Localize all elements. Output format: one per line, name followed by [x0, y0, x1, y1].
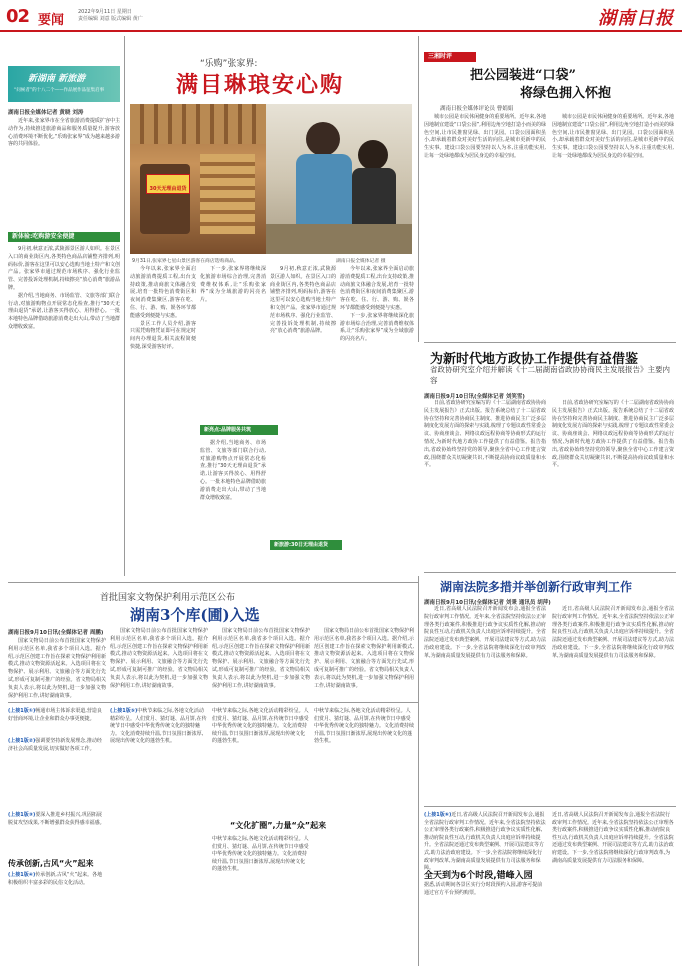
- brief-sports-label: (上接1版⑥): [424, 812, 452, 818]
- museum-headline-small: 首批国家文物保护利用示范区公布: [100, 593, 236, 603]
- court-body-text-2: 近日,省高级人民法院召开新闻发布会,通报全省法院行政审判工作情况。近年来,全省法院坚持依法公正审理各类行政案件,积极推进行政争议实质性化解,推动府院良性互动,行政机关负责人出庭应诉率持续提升。全省法院还通过发布典型案例、开展司法建议等方式,助力法治政府建设。下一步,全省法院将继续深化行政审判改革,为湖南高质量发展提供有力司法服务和保障。: [552, 606, 674, 659]
- left-banner-title: 新湖南 新旅游: [28, 74, 86, 84]
- feature-body-1: 9月初,秋意正浓,武陵源景区游人如织。在景区入口的商业街区内,各类特色商品店铺整齐排列,明码标价,游客在这里可以安心选购当地土特产和文创产品。张家界市通过规范市场秩序、强化行业监管、完善投诉处理机制,持续擦亮“放心消费”旅游品牌。: [8, 246, 120, 291]
- column-rule: [418, 36, 419, 342]
- park-byline: 湖南日报全媒体评论员 曹娟娟: [440, 106, 514, 112]
- feature-body-col3: [200, 266, 266, 422]
- brief-2: [8, 738, 106, 808]
- brief-1-label: (上接1版①): [8, 708, 36, 714]
- brief-2-text: 强调要坚持新发展理念,推动经济社会高质量发展,切实做好各项工作。: [8, 738, 102, 752]
- column-rule: [418, 576, 419, 966]
- festival-body-3: 中秋节来临之际,各地文化活动精彩纷呈。人们赏月、猜灯谜、品月饼,在传统节日中感受中华优秀传统文化的独特魅力。文化消费持续升温,节日氛围日渐浓厚,展现出传统文化的蓬勃生机。: [212, 836, 309, 873]
- feature-body-4: 下一步,张家界将继续深化旅游市场综合治理,完善消费维权体系,让“乐购张家界”成为全域旅游的闪亮名片。: [200, 266, 266, 304]
- brief-5-label: (上接1版⑤): [110, 708, 138, 714]
- brief-4-label: (上接1版④): [8, 872, 36, 878]
- feature-body-left: [8, 246, 120, 576]
- sports-body: [424, 882, 546, 966]
- brief-sports-lead: 近日,省高级人民法院召开新闻发布会,通报全省法院行政审判工作情况。近年来,全省法院坚持依法公正审理各类行政案件,积极推进行政争议实质性化解,推动府院良性互动,行政机关负责人出庭应诉率持续提升。全省法院还通过发布典型案例、开展司法建议等方式,助力法治政府建设。下一步,全省法院将继续深化行政审判改革,为湖南高质量发展提供有力司法服务和保障。: [424, 812, 546, 872]
- commentary-tag: 三湘时评: [424, 52, 476, 62]
- museum-body-2: [110, 628, 208, 698]
- feature-body-3: 今年以来,张家界全面启动旅游消费提质工程,出台支持政策,推动商旅文体融合发展,培育一批特色消费街区和夜间消费集聚区,游客在吃、住、行、游、购、娱各环节都能感受到便捷与实惠。: [130, 266, 196, 319]
- section-tag-refund: 新旅游:30日无理由退货: [270, 540, 342, 550]
- brief-4: [8, 872, 106, 966]
- feature-photo-shop: [130, 104, 266, 254]
- feature-headline: 满目琳琅安心购: [176, 72, 345, 98]
- brief-1: [8, 708, 106, 732]
- cppcc-headline: 为新时代地方政协工作提供有益借鉴: [430, 352, 639, 367]
- left-banner: [8, 66, 120, 102]
- festival-body-2: 中秋节来临之际,各地文化活动精彩纷呈。人们赏月、猜灯谜、品月饼,在传统节日中感受中华优秀传统文化的独特魅力。文化消费持续升温,节日氛围日渐浓厚,展现出传统文化的蓬勃生机。: [212, 708, 309, 745]
- left-banner-subtitle: “问候者”的十八二个——作品展作品征集启事: [14, 88, 105, 93]
- museum-body-1: [8, 638, 106, 698]
- brief-3-label: (上接1版③): [8, 812, 36, 818]
- feature-body-col2: [130, 266, 196, 576]
- museum-body-text-2: 国家文物局日前公布首批国家文物保护利用示范区名单,我省多个项目入选。据介绍,示范区创建工作旨在探索文物保护利用新模式,推动文物资源活起来。入选项目将在文物保护、展示利用、文旅融合等方面先行先试,形成可复制可推广的经验。省文物局相关负责人表示,将以此为契机,进一步加强文物保护利用工作,讲好湖南故事。: [110, 628, 208, 689]
- cppcc-body-text-1: 日前,省政协研究室编写的《十二届湖南省政协协商民主发展报告》正式出版。报告系统总结了十二届省政协在坚持和完善协商民主制度、推进协商民主广泛多层制度化发展方面的探索与实践,梳理了专题议政性常委会议、协商座谈会、网络议政远程协商等协商形式的运行情况,为新时代地方政协工作提供了有益借鉴。报告指出,省政协始终坚持党的领导,聚焦全省中心工作建言资政,围绕群众关切凝聚共识,不断提高协商议政质量和水平。: [424, 400, 546, 469]
- feature-body-2: 据介绍,当地商务、市场监管、文旅等部门联合行动,对旅游购物点开展常态化检查,推行“30天无理由退货”承诺,让游客买得放心、用得舒心。一批本地特色品牌借助旅游消费走出大山,带动了当地群众增收致富。: [8, 292, 120, 330]
- museum-body-4: [314, 628, 414, 698]
- park-body-1: [424, 114, 546, 338]
- feature-photo-customer: [266, 104, 412, 254]
- court-body-2: [552, 606, 674, 802]
- section-rule: [424, 806, 676, 807]
- court-body-1: [424, 606, 546, 802]
- festival-col-a: [212, 708, 310, 808]
- sports-body-text: 据悉,活动期间各景区实行分时段预约入园,游客可提前通过官方平台预约购票。: [424, 882, 543, 896]
- cppcc-body-2: [552, 400, 674, 560]
- section-rule: [424, 342, 676, 343]
- museum-body-text-1: 国家文物局日前公布首批国家文物保护利用示范区名单,我省多个项目入选。据介绍,示范区创建工作旨在探索文物保护利用新模式,推动文物资源活起来。入选项目将在文物保护、展示利用、文旅融合等方面先行先试,形成可复制可推广的经验。省文物局相关负责人表示,将以此为契机,进一步加强文物保护利用工作,讲好湖南故事。: [8, 638, 106, 699]
- photo1-caption: 9月31日,张家界七星山景区游客在商店选购商品。: [132, 259, 239, 264]
- brief-4-text: 传承创新,古风“火”起来。各地积极组织丰富多彩的民俗文化活动。: [8, 872, 103, 886]
- section-name: 要闻: [38, 13, 65, 28]
- park-headline-2: 将绿色拥入怀抱: [520, 86, 612, 101]
- masthead-rule: [0, 30, 682, 32]
- feature-body-2-repeat: 据介绍,当地商务、市场监管、文旅等部门联合行动,对旅游购物点开展常态化检查,推行“30天无理由退货”承诺,让游客买得放心、用得舒心。一批本地特色品牌借助旅游消费走出大山,带动了当地群众增收致富。: [200, 440, 266, 501]
- museum-body-text-3: 国家文物局日前公布首批国家文物保护利用示范区名单,我省多个项目入选。据介绍,示范区创建工作旨在探索文物保护利用新模式,推动文物资源活起来。入选项目将在文物保护、展示利用、文旅融合等方面先行先试,形成可复制可推广的经验。省文物局相关负责人表示,将以此为契机,进一步加强文物保护利用工作,讲好湖南故事。: [212, 628, 310, 689]
- section-tag-experience: 新体验:吃购游安全便捷: [8, 232, 120, 242]
- brief-1-text: 畅通市场主体诉求渠道,营造良好营商环境,让企业和群众办事更便捷。: [8, 708, 102, 722]
- column-rule: [124, 36, 125, 576]
- feature-intro-text: 近年来,张家界市在全省旅游消费提质扩容中主动作为,持续推进旅游商品和服务质量提升,游客放心消费环境不断优化,“乐购张家界”成为越来越多游客的共同体验。: [8, 118, 120, 148]
- park-headline: 把公园装进“口袋”: [470, 68, 576, 83]
- feature-byline: 湖南日报全媒体记者 黄晓 刘涛: [8, 110, 84, 116]
- festival-headline: “文化扩圈”,力量“众”起来: [230, 821, 327, 830]
- feature-body-col3b: [200, 440, 266, 576]
- brief-sports: [424, 812, 546, 872]
- cppcc-body-1: [424, 400, 546, 560]
- festival-col-b: [212, 836, 310, 966]
- cppcc-body-text-2: 日前,省政协研究室编写的《十二届湖南省政协协商民主发展报告》正式出版。报告系统总结了十二届省政协在坚持和完善协商民主制度、推进协商民主广泛多层制度化发展方面的探索与实践,梳理了专题议政性常委会议、协商座谈会、网络议政远程协商等协商形式的运行情况,为新时代地方政协工作提供了有益借鉴。报告指出,省政协始终坚持党的领导,聚焦全省中心工作建言资政,围绕群众关切凝聚共识,不断提高协商议政质量和水平。: [552, 400, 674, 469]
- court-body-text-3: 近日,省高级人民法院召开新闻发布会,通报全省法院行政审判工作情况。近年来,全省法院坚持依法公正审理各类行政案件,积极推进行政争议实质性化解,推动府院良性互动,行政机关负责人出庭应诉率持续提升。全省法院还通过发布典型案例、开展司法建议等方式,助力法治政府建设。下一步,全省法院将继续深化行政审判改革,为湖南高质量发展提供有力司法服务和保障。: [552, 812, 674, 864]
- park-body-text-2: 城市公园是市民休闲健身的重要场所。近年来,各地因地制宜建设“口袋公园”,利用边角空地打造小而美的绿色空间,让市民推窗见绿、出门见园。口袋公园面积虽小,却承载着群众对美好生活的向往,是城市更新中的民生实事。建设口袋公园要坚持以人为本,注重功能实用,让每一处绿地都成为居民身边的幸福空间。: [552, 114, 674, 159]
- section-rule: [8, 582, 418, 583]
- sports-headline: 全天到为6个时段,错峰入园: [424, 871, 533, 881]
- feature-headline-small: “乐购”张家界:: [200, 59, 258, 69]
- refund-sign: [146, 174, 190, 194]
- brief-3: [8, 812, 106, 852]
- brief-5: [110, 708, 208, 966]
- newspaper-logo: 湖南日报: [598, 8, 674, 29]
- court-byline: 湖南日报9月10日讯(全媒体记者 刘秉 通讯员 胡萍): [424, 600, 551, 606]
- feature-body-4-col5: 下一步,张家界将继续深化旅游市场综合治理,完善消费维权体系,让“乐购张家界”成为全域旅游的闪亮名片。: [340, 312, 414, 343]
- section-tag-brand: 新亮点:品牌服务共筑: [200, 425, 278, 435]
- feature-body-1-col4: 9月初,秋意正浓,武陵源景区游人如织。在景区入口的商业街区内,各类特色商品店铺整齐排列,明码标价,游客在这里可以安心选购当地土特产和文创产品。张家界市通过规范市场秩序、强化行业监管、完善投诉处理机制,持续擦亮“放心消费”旅游品牌。: [270, 266, 336, 335]
- section-rule: [8, 702, 418, 703]
- masthead: [0, 0, 682, 30]
- festival-body-4: 中秋节来临之际,各地文化活动精彩纷呈。人们赏月、猜灯谜、品月饼,在传统节日中感受中华优秀传统文化的独特魅力。文化消费持续升温,节日氛围日渐浓厚,展现出传统文化的蓬勃生机。: [314, 708, 415, 745]
- feature-body-col5: [340, 266, 414, 576]
- cppcc-subhead: 省政协研究室介绍并解读《十二届湖南省政协协商民主发展报告》主要内容: [430, 365, 670, 385]
- refund-sign-text: 30天无理由退货: [149, 186, 187, 192]
- festival-tag: 传承创新,古风“火”起来: [8, 859, 94, 868]
- brief-3-text: 要深入推进乡村振兴,巩固拓展脱贫攻坚成果,不断增强群众获得感幸福感。: [8, 812, 105, 826]
- brief-2-label: (上接1版②): [8, 738, 36, 744]
- museum-headline: 湖南3个库(圃)入选: [130, 606, 260, 624]
- court-body-text-1: 近日,省高级人民法院召开新闻发布会,通报全省法院行政审判工作情况。近年来,全省法院坚持依法公正审理各类行政案件,积极推进行政争议实质性化解,推动府院良性互动,行政机关负责人出庭应诉率持续提升。全省法院还通过发布典型案例、开展司法建议等方式,助力法治政府建设。下一步,全省法院将继续深化行政审判改革,为湖南高质量发展提供有力司法服务和保障。: [424, 606, 546, 659]
- feature-body-3-col5: 今年以来,张家界全面启动旅游消费提质工程,出台支持政策,推动商旅文体融合发展,培育一批特色消费街区和夜间消费集聚区,游客在吃、住、行、游、购、娱各环节都能感受到便捷与实惠。: [340, 266, 414, 311]
- museum-body-text-4: 国家文物局日前公布首批国家文物保护利用示范区名单,我省多个项目入选。据介绍,示范区创建工作旨在探索文物保护利用新模式,推动文物资源活起来。入选项目将在文物保护、展示利用、文旅融合等方面先行先试,形成可复制可推广的经验。省文物局相关负责人表示,将以此为契机,进一步加强文物保护利用工作,讲好湖南故事。: [314, 628, 415, 689]
- cppcc-byline: 湖南日报9月10日讯(全媒体记者 刘笑雪): [424, 394, 525, 400]
- editor-line: 责任编辑 刘意 版式编辑 黄广: [78, 16, 143, 22]
- feature-body-col4: [270, 266, 336, 576]
- festival-body-1: 中秋节来临之际,各地文化活动精彩纷呈。人们赏月、猜灯谜、品月饼,在传统节日中感受中华优秀传统文化的独特魅力。文化消费持续升温,节日氛围日渐浓厚,展现出传统文化的蓬勃生机。: [110, 708, 207, 745]
- park-body-2: [552, 114, 674, 338]
- court-body-3: [552, 812, 674, 966]
- feature-intro: [8, 118, 120, 228]
- museum-body-3: [212, 628, 310, 698]
- photo2-caption: 湖南日报全媒体记者 摄: [336, 259, 386, 264]
- festival-col-c: [314, 708, 414, 966]
- section-rule: [424, 572, 676, 573]
- court-headline: 湖南法院多措并举创新行政审判工作: [440, 580, 633, 594]
- museum-byline: 湖南日报9月10日讯(全媒体记者 周鹏): [8, 630, 104, 636]
- park-body-text-1: 城市公园是市民休闲健身的重要场所。近年来,各地因地制宜建设“口袋公园”,利用边角空地打造小而美的绿色空间,让市民推窗见绿、出门见园。口袋公园面积虽小,却承载着群众对美好生活的向往,是城市更新中的民生实事。建设口袋公园要坚持以人为本,注重功能实用,让每一处绿地都成为居民身边的幸福空间。: [424, 114, 546, 159]
- section-number: 02: [6, 6, 30, 27]
- date-line: 2022年9月11日 星期日: [78, 9, 132, 15]
- feature-body-5: 景区工作人员介绍,游客只需凭购物凭证即可在规定时间内办理退货,相关流程简便快捷,深受游客好评。: [130, 320, 196, 350]
